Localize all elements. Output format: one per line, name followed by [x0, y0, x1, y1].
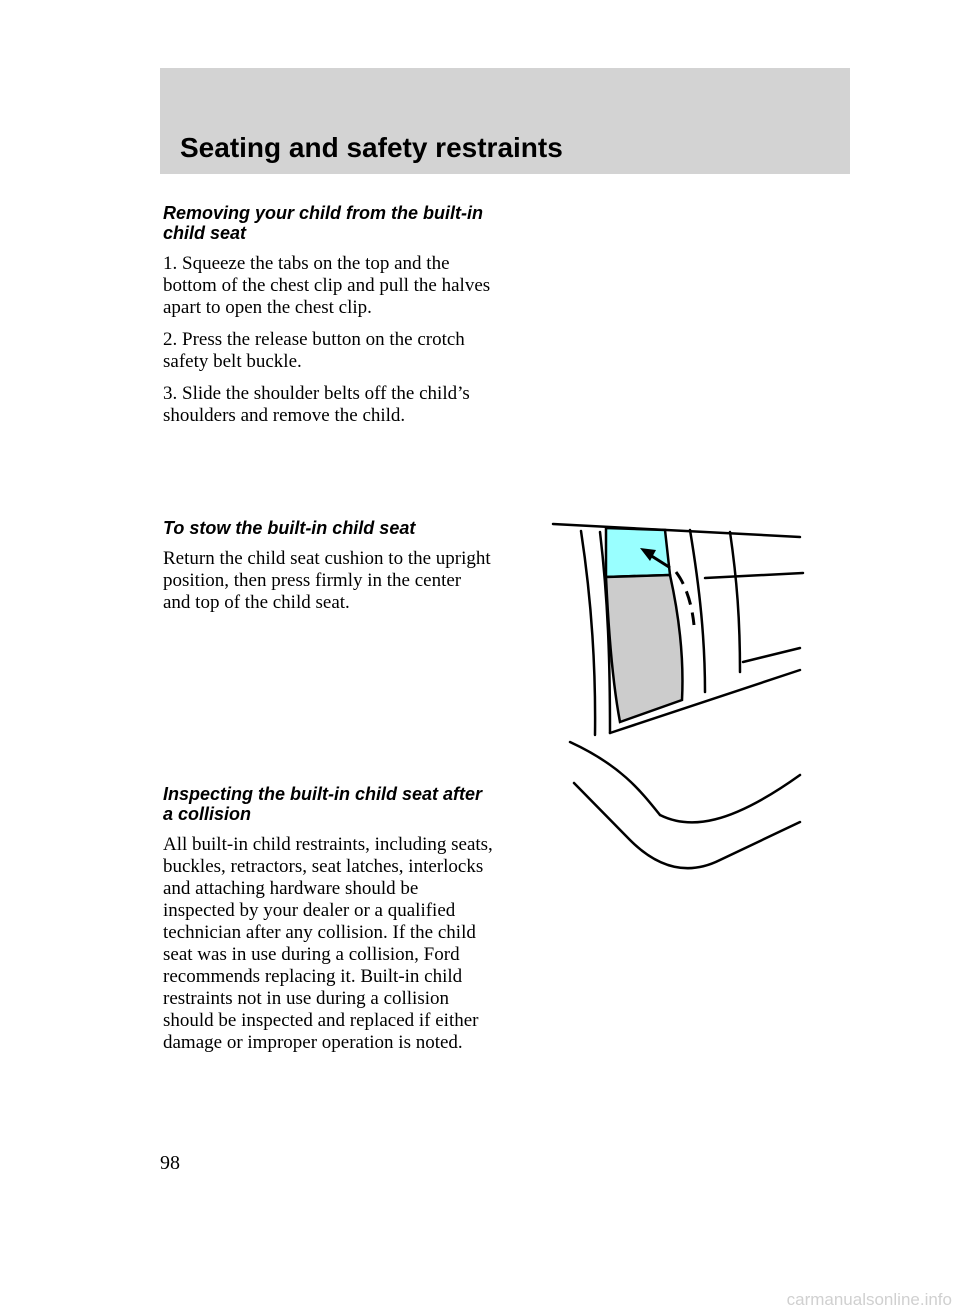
- watermark: carmanualsonline.info: [786, 1290, 952, 1309]
- section-removing-child: [163, 203, 493, 437]
- step-2: 2. Press the release button on the crotch safety belt buckle.: [163, 329, 465, 372]
- inspecting-paragraph: All built-in child restraints, including seats, buckles, retractors, seat latches, interlocks and attaching hardware should be inspected by your dealer or a qualified technician after any collision. If the child seat was in use during a collision, Ford recommends replacing it. Built-in child restraints not in use during a collision should be inspected and replaced if either damage or improper operation is noted.: [163, 834, 493, 1053]
- section-heading: To stow the built-in child seat: [163, 518, 416, 538]
- child-seat-illustration: [540, 515, 810, 895]
- step-3: 3. Slide the shoulder belts off the child’s shoulders and remove the child.: [163, 383, 470, 426]
- section-inspecting: [163, 784, 493, 1064]
- section-stow-seat: [163, 518, 493, 624]
- section-heading: Removing your child from the built-in child seat: [163, 203, 484, 243]
- header-band: [160, 68, 850, 174]
- section-heading: Inspecting the built-in child seat after a collision: [163, 784, 483, 824]
- seat-cushion: [606, 575, 683, 722]
- step-1: 1. Squeeze the tabs on the top and the bottom of the chest clip and pull the halves apart to open the chest clip.: [163, 253, 491, 318]
- stow-paragraph: Return the child seat cushion to the upright position, then press firmly in the center and top of the child seat.: [163, 548, 491, 613]
- page-title: Seating and safety restraints: [180, 132, 563, 163]
- page-number: 98: [160, 1152, 180, 1174]
- seat-top-highlight: [606, 528, 670, 577]
